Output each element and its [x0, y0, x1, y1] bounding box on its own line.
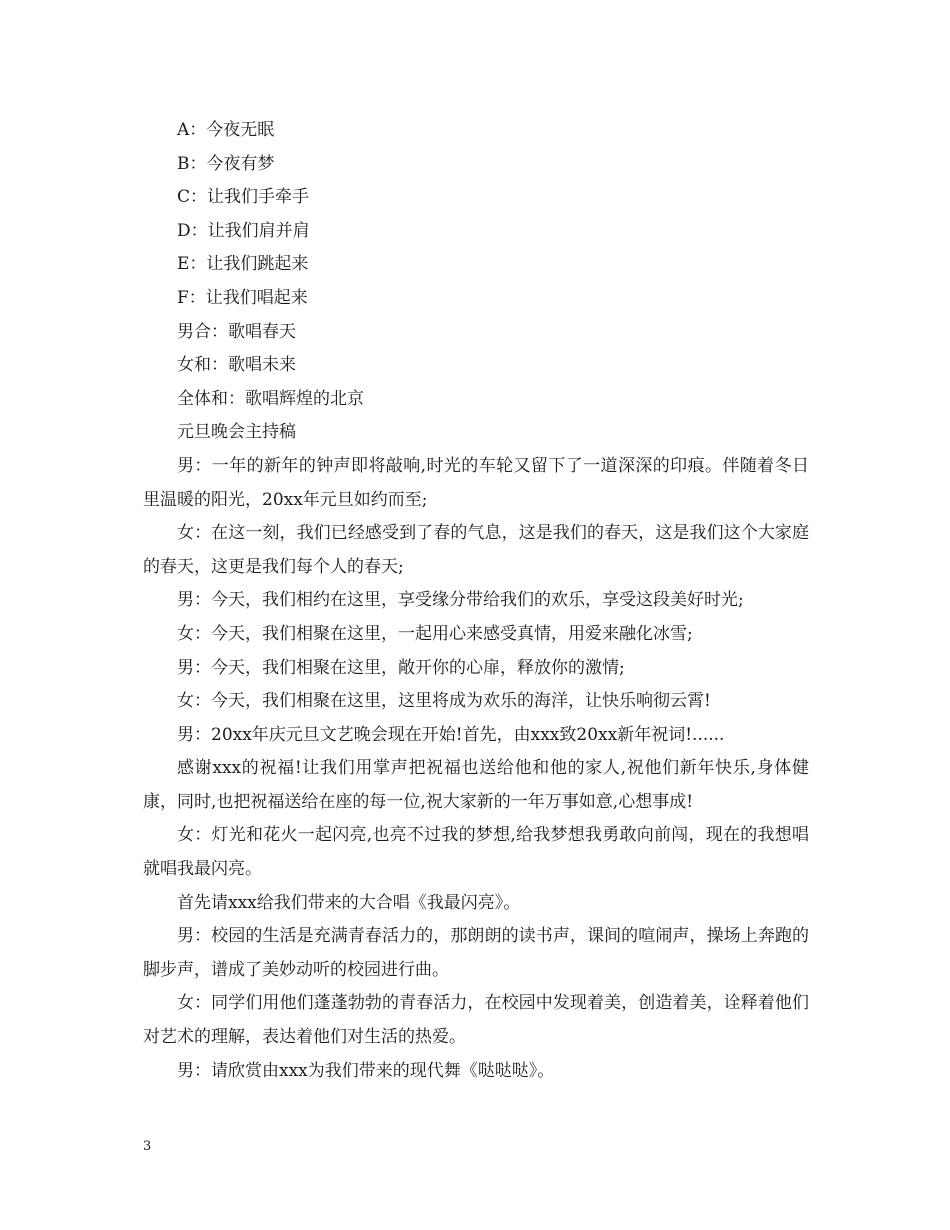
paragraph: B：今夜有梦 — [177, 153, 275, 174]
paragraph: 女：今天，我们相聚在这里，一起用心来感受真情，用爱来融化冰雪; — [177, 623, 693, 644]
paragraph: 全体和：歌唱辉煌的北京 — [177, 388, 364, 409]
paragraph: 女：在这一刻，我们已经感受到了春的气息，这是我们的春天，这是我们这个大家庭的春天，这更是我们每个人的春天; — [143, 523, 809, 577]
document-body — [143, 114, 809, 1088]
paragraph: E：让我们跳起来 — [177, 254, 309, 275]
paragraph: 男：20xx年庆元旦文艺晚会现在开始!首先，由xxx致20xx新年祝词!...... — [177, 724, 725, 745]
paragraph: A：今夜无眠 — [177, 120, 275, 140]
paragraph: 首先请xxx给我们带来的大合唱《我最闪亮》。 — [177, 892, 521, 913]
paragraph: 男合：歌唱春天 — [177, 321, 296, 342]
paragraph: F：让我们唱起来 — [177, 287, 308, 308]
paragraph: 女：今天，我们相聚在这里，这里将成为欢乐的海洋，让快乐响彻云霄! — [177, 691, 711, 712]
section-title: 元旦晚会主持稿 — [177, 422, 296, 443]
paragraph: 男：今天，我们相聚在这里，敞开你的心扉，释放你的激情; — [177, 657, 625, 678]
paragraph: 男：校园的生活是充满青春活力的，那朗朗的读书声，课间的喧闹声，操场上奔跑的脚步声，谱成了美妙动听的校园进行曲。 — [143, 926, 809, 980]
paragraph: 女：同学们用他们蓬蓬勃勃的青春活力，在校园中发现着美，创造着美，诠释着他们对艺术的理解，表达着他们对生活的热爱。 — [143, 993, 809, 1048]
paragraph: 女和：歌唱未来 — [177, 355, 296, 376]
page-number: 3 — [143, 1139, 152, 1154]
paragraph: 男：今天，我们相约在这里，享受缘分带给我们的欢乐，享受这段美好时光; — [177, 590, 744, 611]
paragraph: 男：一年的新年的钟声即将敲响,时光的车轮又留下了一道深深的印痕。伴随着冬日里温暖的阳光，20xx年元旦如约而至; — [143, 455, 809, 510]
paragraph: C：让我们手牵手 — [177, 187, 310, 208]
paragraph: 女：灯光和花火一起闪亮,也亮不过我的梦想,给我梦想我勇敢向前闯，现在的我想唱就唱我最闪亮。 — [143, 825, 809, 880]
paragraph: 感谢xxx的祝福!让我们用掌声把祝福也送给他和他的家人,祝他们新年快乐,身体健康，同时,也把祝福送给在座的每一位,祝大家新的一年万事如意,心想事成! — [143, 758, 809, 812]
paragraph: D：让我们肩并肩 — [177, 220, 310, 241]
paragraph: 男：请欣赏由xxx为我们带来的现代舞《哒哒哒》。 — [177, 1060, 555, 1081]
